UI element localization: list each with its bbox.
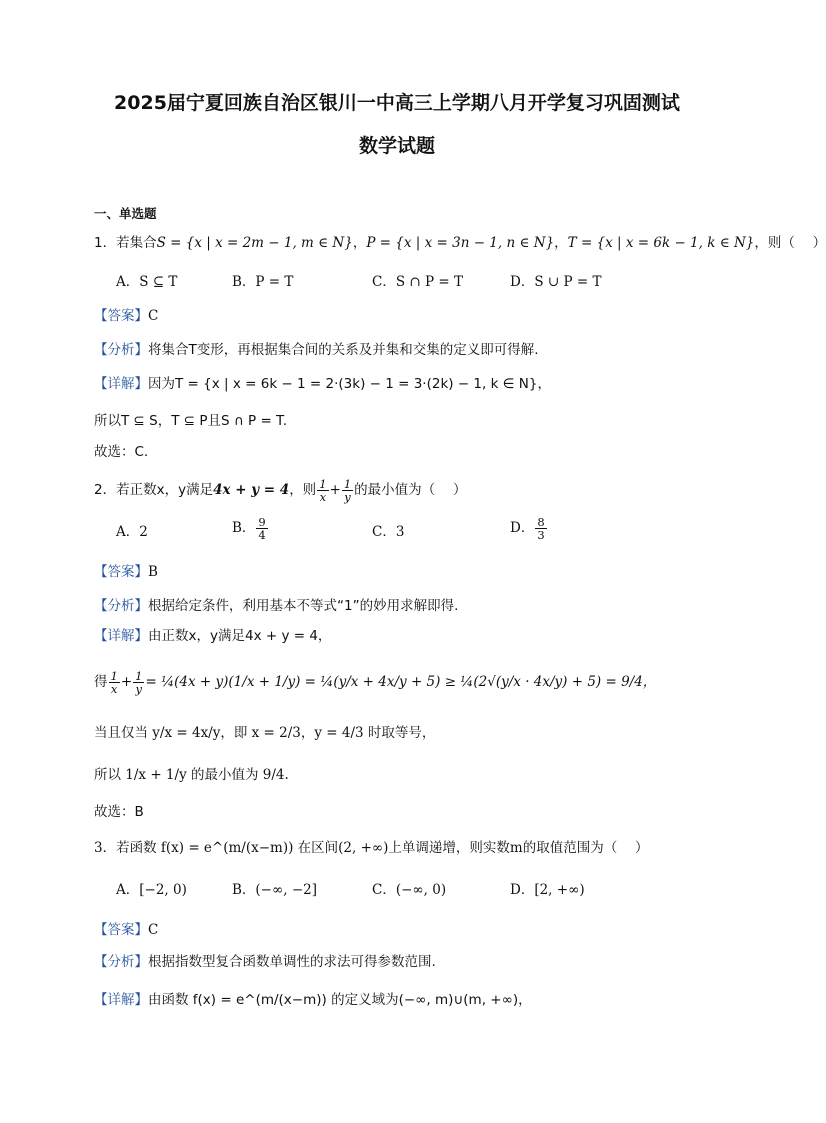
q1-detail1: 因为T = {x | x = 6k − 1 = 2·(3k) − 1 = 3·(2k) − 1, k ∈ N}， [148,376,551,392]
q1-set-s: S = {x | x = 2m − 1, m ∈ N} [156,235,353,251]
q2-detail2-frac-1y: $\frac{1}{y}$ [135,669,143,696]
answer-tag: 【答案】 [94,564,148,580]
q3-option-c: C．(−∞, 0) [372,882,447,898]
q2-detail2-prefix: 得 [94,674,108,690]
q2-choose: 故选：B [94,804,144,820]
q1-stem-prefix: 1．若集合 [94,235,157,251]
q2-detail-line [94,626,331,646]
q1-option-b: B．P = T [232,274,294,290]
q3-detail-line [94,990,532,1010]
q2-condition: 4x + y = 4 [213,482,290,498]
q1-stem [94,233,826,253]
q3-detail1: 由函数 f(x) = e^(m/(x−m)) 的定义域为(−∞, m)∪(m, +∞)， [148,992,532,1008]
document-title: 2025届宁夏回族自治区银川一中高三上学期八月开学复习巩固测试 [114,92,680,114]
q2-answer-line [94,562,158,582]
answer-tag: 【答案】 [94,308,148,324]
q2-stem: 2．若正数x，y满足4x + y = 4，则 $\frac{1}{x}$ + $\frac{1}{y}$ 的最小值为（ ） [94,477,467,504]
q1-option-a: A．S ⊆ T [116,274,178,290]
q2-answer: B [148,564,158,580]
document-subtitle: 数学试题 [358,135,435,157]
q3-analysis: 根据指数型复合函数单调性的求法可得参数范围. [148,954,436,970]
q2-frac-1x: $\frac{1}{x}$ [319,477,327,504]
q2-detail2: 得 $\frac{1}{x}$ + $\frac{1}{y}$ = ¼(4x + y)(1/x + 1/y) = ¼(y/x + 4x/y + 5) ≥ ¼(2√(y/x · 4x/y) + 5) = 9/4， [94,669,657,696]
detail-tag: 【详解】 [94,628,148,644]
q1-choose: 故选：C. [94,444,149,460]
analysis-tag: 【分析】 [94,954,148,970]
q1-stem-suffix: ，则（ ） [754,235,826,251]
q2-detail1: 由正数x，y满足4x + y = 4， [148,628,332,644]
q1-set-p: P = {x | x = 3n − 1, n ∈ N} [366,235,555,251]
q2-analysis: 根据给定条件，利用基本不等式“1”的妙用求解即得. [148,598,459,614]
q3-analysis-line [94,952,436,972]
q1-analysis: 将集合T变形，再根据集合间的关系及并集和交集的定义即可得解. [148,342,539,358]
q1-sep2: ， [554,235,568,251]
q2-option-b-den: 4 [258,528,266,542]
detail-tag: 【详解】 [94,992,148,1008]
q2-option-d-den: 3 [537,528,545,542]
q1-analysis-line [94,340,539,360]
q2-option-b-num: 9 [258,515,266,529]
q3-option-a: A．[−2, 0) [116,882,187,898]
analysis-tag: 【分析】 [94,598,148,614]
q2-detail2-expr: = ¼(4x + y)(1/x + 1/y) = ¼(y/x + 4x/y + 5) ≥ ¼(2√(y/x · 4x/y) + 5) = 9/4， [145,674,657,690]
q2-stem-a: 2．若正数x，y满足 [94,482,214,498]
q3-option-d: D．[2, +∞) [510,882,585,898]
q1-answer-line [94,306,158,326]
q2-option-b-label: B． [232,520,256,536]
section-heading: 一、单选题 [94,206,157,221]
q2-stem-c: 的最小值为（ ） [354,482,467,498]
answer-tag: 【答案】 [94,922,148,938]
analysis-tag: 【分析】 [94,342,148,358]
q2-option-d [510,516,548,541]
q2-frac-1y: $\frac{1}{y}$ [343,477,352,504]
q2-detail4: 所以 1/x + 1/y 的最小值为 9/4. [94,767,289,783]
q2-option-b [232,516,269,541]
q2-option-b-frac [256,516,267,541]
q1-option-c: C．S ∩ P = T [372,274,463,290]
q1-answer: C [148,308,159,324]
q1-detail2: 所以T ⊆ S，T ⊆ P且S ∩ P = T. [94,413,287,429]
q3-option-b: B．(−∞, −2] [232,882,317,898]
q2-analysis-line [94,596,458,616]
q2-option-c: C．3 [372,524,405,540]
q1-set-t: T = {x | x = 6k − 1, k ∈ N} [567,235,755,251]
q3-stem: 3．若函数 f(x) = e^(m/(x−m)) 在区间(2, +∞)上单调递增，则实数m的取值范围为（ ） [94,840,649,856]
q2-stem-b: ，则 [289,482,317,498]
q1-option-d: D．S ∪ P = T [510,274,602,290]
q2-detail2-frac-1x: $\frac{1}{x}$ [110,669,118,696]
q2-option-d-frac [535,516,546,541]
q2-option-d-num: 8 [537,515,545,529]
q2-option-d-label: D． [510,520,535,536]
q3-answer: C [148,922,159,938]
q1-detail-line [94,374,551,394]
detail-tag: 【详解】 [94,376,148,392]
q2-detail3: 当且仅当 y/x = 4x/y，即 x = 2/3，y = 4/3 时取等号， [94,725,436,741]
q3-answer-line [94,920,158,940]
q1-sep1: ， [352,235,367,251]
q2-option-a: A．2 [116,524,148,540]
